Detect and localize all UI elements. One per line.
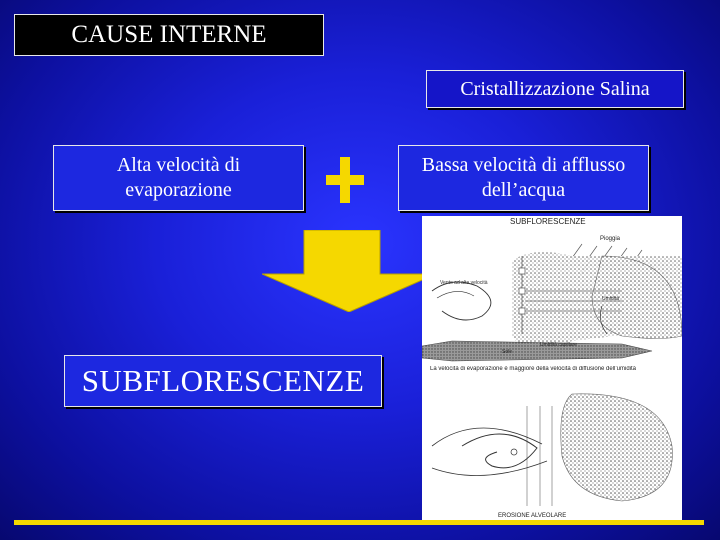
bottom-label: EROSIONE ALVEOLARE (498, 513, 567, 519)
humidity-label: Umidità (602, 296, 619, 302)
crystallization-text: Cristallizzazione Salina (460, 77, 650, 100)
plus-icon (326, 157, 364, 203)
slide-title (14, 14, 324, 56)
high-evaporation-text: Alta velocità di evaporazione (116, 154, 241, 201)
sun-label: Sole (502, 349, 513, 355)
subflorescence-text: SUBFLORESCENZE (81, 363, 365, 398)
high-evaporation-box (53, 145, 304, 211)
wind-label: Vento ad alta velocità (440, 280, 488, 286)
figure-title: SUBFLORESCENZE (510, 217, 586, 226)
subflorescence-box (64, 355, 382, 407)
low-inflow-text: Bassa velocità di afflusso dell’acqua (421, 154, 626, 201)
bottom-divider (14, 520, 704, 525)
capillary-label: Umidità capillare (540, 342, 577, 348)
low-inflow-box (398, 145, 649, 211)
slide-title-text: CAUSE INTERNE (71, 21, 267, 48)
rain-label: Pioggia (600, 236, 621, 242)
figure-caption: La velocità di evaporazione è maggiore della velocità di diffusione dell’umidità (430, 366, 637, 372)
down-arrow-icon (262, 230, 436, 312)
subflorescence-illustration (422, 216, 682, 522)
crystallization-label (426, 70, 684, 108)
